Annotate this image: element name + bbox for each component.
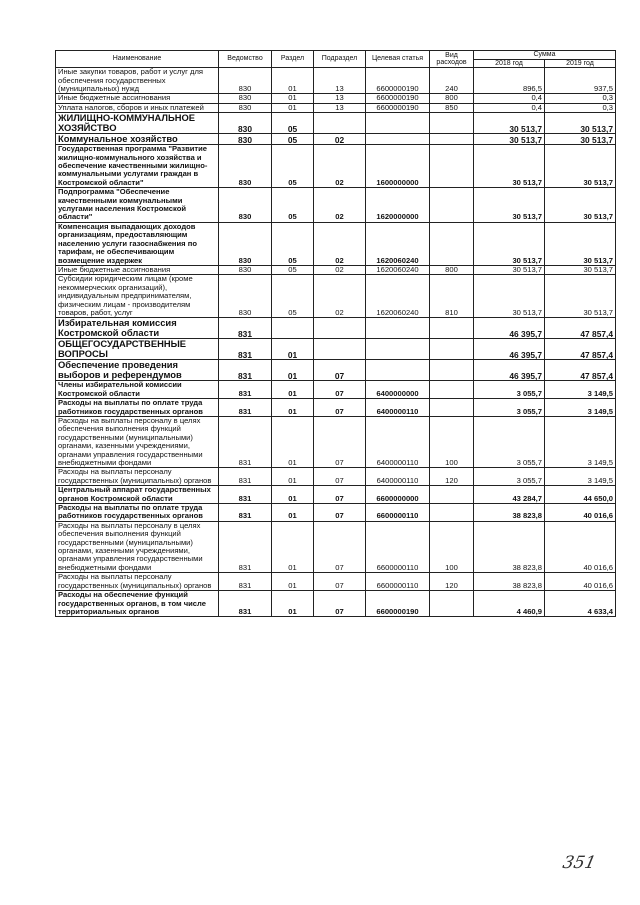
row-sum-2019: 44 650,0 bbox=[545, 486, 616, 504]
row-name: Расходы на выплаты персоналу государственных (муниципальных) органов bbox=[56, 468, 219, 486]
row-department: 830 bbox=[219, 265, 272, 274]
row-expense-type: 100 bbox=[430, 416, 474, 467]
row-department: 831 bbox=[219, 339, 272, 360]
row-department: 830 bbox=[219, 275, 272, 318]
row-department: 831 bbox=[219, 486, 272, 504]
row-section: 01 bbox=[272, 399, 314, 417]
table-row bbox=[56, 504, 616, 522]
row-sum-2018: 3 055,7 bbox=[474, 468, 545, 486]
table-row bbox=[56, 381, 616, 399]
row-target: 1620000000 bbox=[366, 188, 430, 223]
row-department: 830 bbox=[219, 68, 272, 94]
table-row bbox=[56, 573, 616, 591]
row-target: 6400000110 bbox=[366, 399, 430, 417]
row-target: 1620060240 bbox=[366, 275, 430, 318]
table-row bbox=[56, 68, 616, 94]
row-name: Субсидии юридическим лицам (кроме некоммерческих организаций), индивидуальным предпринимателям, физическим лицам - производителям товаров, работ, услуг bbox=[56, 275, 219, 318]
row-sum-2019: 30 513,7 bbox=[545, 145, 616, 188]
table-row bbox=[56, 222, 616, 265]
row-sum-2018: 3 055,7 bbox=[474, 381, 545, 399]
row-sum-2018: 30 513,7 bbox=[474, 188, 545, 223]
row-target: 6400000110 bbox=[366, 416, 430, 467]
row-department: 830 bbox=[219, 103, 272, 112]
row-sum-2018: 4 460,9 bbox=[474, 591, 545, 617]
row-section: 01 bbox=[272, 521, 314, 572]
row-subsection: 13 bbox=[314, 103, 366, 112]
row-sum-2019: 47 857,4 bbox=[545, 339, 616, 360]
row-expense-type bbox=[430, 360, 474, 381]
row-subsection: 07 bbox=[314, 591, 366, 617]
row-name: ОБЩЕГОСУДАРСТВЕННЫЕ ВОПРОСЫ bbox=[56, 339, 219, 360]
row-sum-2018: 896,5 bbox=[474, 68, 545, 94]
row-sum-2018: 0,4 bbox=[474, 94, 545, 103]
row-subsection: 07 bbox=[314, 486, 366, 504]
table-row bbox=[56, 145, 616, 188]
table-row bbox=[56, 275, 616, 318]
row-department: 831 bbox=[219, 504, 272, 522]
row-section: 05 bbox=[272, 134, 314, 145]
row-section: 05 bbox=[272, 145, 314, 188]
table-row bbox=[56, 360, 616, 381]
header-year-2018: 2018 год bbox=[474, 59, 545, 68]
table-row bbox=[56, 188, 616, 223]
row-target: 6600000110 bbox=[366, 521, 430, 572]
row-name: ЖИЛИЩНО-КОММУНАЛЬНОЕ ХОЗЯЙСТВО bbox=[56, 113, 219, 134]
row-target: 6600000190 bbox=[366, 94, 430, 103]
row-name: Расходы на обеспечение функций государственных органов, в том числе территориальных органов bbox=[56, 591, 219, 617]
row-name: Расходы на выплаты по оплате труда работников государственных органов bbox=[56, 504, 219, 522]
row-name: Иные бюджетные ассигнования bbox=[56, 94, 219, 103]
row-subsection: 13 bbox=[314, 68, 366, 94]
row-sum-2019: 47 857,4 bbox=[545, 318, 616, 339]
row-name: Расходы на выплаты по оплате труда работников государственных органов bbox=[56, 399, 219, 417]
budget-table bbox=[55, 50, 616, 617]
row-sum-2019: 4 633,4 bbox=[545, 591, 616, 617]
row-section: 01 bbox=[272, 360, 314, 381]
row-subsection: 02 bbox=[314, 222, 366, 265]
row-sum-2018: 43 284,7 bbox=[474, 486, 545, 504]
row-sum-2018: 0,4 bbox=[474, 103, 545, 112]
header-year-2019: 2019 год bbox=[545, 59, 616, 68]
row-expense-type bbox=[430, 134, 474, 145]
table-row bbox=[56, 339, 616, 360]
row-expense-type: 100 bbox=[430, 521, 474, 572]
row-target: 1620060240 bbox=[366, 265, 430, 274]
row-expense-type bbox=[430, 399, 474, 417]
row-name: Иные закупки товаров, работ и услуг для обеспечения государственных (муниципальных) нужд bbox=[56, 68, 219, 94]
row-name: Коммунальное хозяйство bbox=[56, 134, 219, 145]
row-sum-2019: 40 016,6 bbox=[545, 573, 616, 591]
row-expense-type: 800 bbox=[430, 94, 474, 103]
row-name: Центральный аппарат государственных органов Костромской области bbox=[56, 486, 219, 504]
row-department: 831 bbox=[219, 318, 272, 339]
row-subsection: 07 bbox=[314, 360, 366, 381]
row-department: 830 bbox=[219, 94, 272, 103]
row-sum-2018: 3 055,7 bbox=[474, 399, 545, 417]
row-department: 831 bbox=[219, 468, 272, 486]
row-target: 6600000000 bbox=[366, 486, 430, 504]
table-row bbox=[56, 399, 616, 417]
row-department: 830 bbox=[219, 134, 272, 145]
row-sum-2019: 3 149,5 bbox=[545, 468, 616, 486]
row-section: 05 bbox=[272, 113, 314, 134]
row-sum-2019: 47 857,4 bbox=[545, 360, 616, 381]
row-sum-2018: 46 395,7 bbox=[474, 339, 545, 360]
row-sum-2019: 30 513,7 bbox=[545, 222, 616, 265]
page-number: 351 bbox=[560, 853, 598, 873]
row-subsection: 02 bbox=[314, 134, 366, 145]
row-sum-2018: 30 513,7 bbox=[474, 222, 545, 265]
row-department: 830 bbox=[219, 145, 272, 188]
row-section: 01 bbox=[272, 339, 314, 360]
row-section: 01 bbox=[272, 573, 314, 591]
row-department: 831 bbox=[219, 381, 272, 399]
row-sum-2018: 46 395,7 bbox=[474, 360, 545, 381]
table-row bbox=[56, 486, 616, 504]
row-expense-type bbox=[430, 113, 474, 134]
table-row bbox=[56, 416, 616, 467]
row-target: 6400000110 bbox=[366, 468, 430, 486]
row-name: Избирательная комиссия Костромской области bbox=[56, 318, 219, 339]
row-sum-2019: 0,3 bbox=[545, 103, 616, 112]
table-row bbox=[56, 521, 616, 572]
row-expense-type bbox=[430, 222, 474, 265]
row-target: 6600000110 bbox=[366, 573, 430, 591]
row-sum-2018: 30 513,7 bbox=[474, 275, 545, 318]
row-department: 831 bbox=[219, 591, 272, 617]
row-expense-type: 240 bbox=[430, 68, 474, 94]
row-name: Члены избирательной комиссии Костромской области bbox=[56, 381, 219, 399]
row-section: 01 bbox=[272, 94, 314, 103]
row-section: 01 bbox=[272, 381, 314, 399]
row-subsection bbox=[314, 339, 366, 360]
row-expense-type bbox=[430, 339, 474, 360]
table-row bbox=[56, 94, 616, 103]
row-subsection: 02 bbox=[314, 265, 366, 274]
row-name: Иные бюджетные ассигнования bbox=[56, 265, 219, 274]
row-sum-2018: 38 823,8 bbox=[474, 504, 545, 522]
row-sum-2018: 38 823,8 bbox=[474, 521, 545, 572]
row-name: Компенсация выпадающих доходов организациям, предоставляющим населению услуги газоснабжения по тарифам, не обеспечивающим возмещение издержек bbox=[56, 222, 219, 265]
row-section: 05 bbox=[272, 222, 314, 265]
row-sum-2019: 30 513,7 bbox=[545, 188, 616, 223]
row-target: 6600000190 bbox=[366, 103, 430, 112]
row-sum-2018: 30 513,7 bbox=[474, 265, 545, 274]
row-subsection: 13 bbox=[314, 94, 366, 103]
header-section: Раздел bbox=[272, 51, 314, 68]
row-department: 831 bbox=[219, 573, 272, 591]
row-section: 05 bbox=[272, 275, 314, 318]
row-target: 6600000110 bbox=[366, 504, 430, 522]
row-target bbox=[366, 339, 430, 360]
row-department: 831 bbox=[219, 521, 272, 572]
row-sum-2019: 0,3 bbox=[545, 94, 616, 103]
header-expense-type: Вид расходов bbox=[430, 51, 474, 68]
row-sum-2018: 30 513,7 bbox=[474, 145, 545, 188]
row-subsection: 02 bbox=[314, 145, 366, 188]
row-sum-2018: 30 513,7 bbox=[474, 113, 545, 134]
row-target: 6600000190 bbox=[366, 68, 430, 94]
row-name: Расходы на выплаты персоналу в целях обеспечения выполнения функций государственными (муниципальными) органами, казенными учреждениями, органами управления государственными внебюджетными фондами bbox=[56, 416, 219, 467]
row-target: 6400000000 bbox=[366, 381, 430, 399]
row-sum-2019: 30 513,7 bbox=[545, 134, 616, 145]
row-subsection: 02 bbox=[314, 188, 366, 223]
row-sum-2019: 3 149,5 bbox=[545, 416, 616, 467]
row-name: Расходы на выплаты персоналу в целях обеспечения выполнения функций государственными (муниципальными) органами, казенными учреждениями, органами управления государственными внебюджетными фондами bbox=[56, 521, 219, 572]
row-section: 01 bbox=[272, 416, 314, 467]
row-sum-2019: 3 149,5 bbox=[545, 399, 616, 417]
row-section: 01 bbox=[272, 591, 314, 617]
table-row bbox=[56, 134, 616, 145]
row-section: 01 bbox=[272, 468, 314, 486]
row-department: 830 bbox=[219, 188, 272, 223]
row-target: 6600000190 bbox=[366, 591, 430, 617]
row-section bbox=[272, 318, 314, 339]
header-row bbox=[56, 51, 616, 60]
row-sum-2019: 937,5 bbox=[545, 68, 616, 94]
row-section: 01 bbox=[272, 486, 314, 504]
row-section: 05 bbox=[272, 188, 314, 223]
row-expense-type: 120 bbox=[430, 573, 474, 591]
row-sum-2019: 30 513,7 bbox=[545, 265, 616, 274]
row-subsection: 07 bbox=[314, 381, 366, 399]
header-target: Целевая статья bbox=[366, 51, 430, 68]
row-subsection: 07 bbox=[314, 416, 366, 467]
row-expense-type bbox=[430, 486, 474, 504]
row-name: Обеспечение проведения выборов и референдумов bbox=[56, 360, 219, 381]
row-subsection: 07 bbox=[314, 573, 366, 591]
row-section: 01 bbox=[272, 103, 314, 112]
row-sum-2018: 38 823,8 bbox=[474, 573, 545, 591]
row-sum-2019: 40 016,6 bbox=[545, 521, 616, 572]
row-name: Расходы на выплаты персоналу государственных (муниципальных) органов bbox=[56, 573, 219, 591]
row-name: Подпрограмма "Обеспечение качественными коммунальными услугами населения Костромской области" bbox=[56, 188, 219, 223]
row-expense-type bbox=[430, 318, 474, 339]
row-sum-2018: 46 395,7 bbox=[474, 318, 545, 339]
row-target: 1620060240 bbox=[366, 222, 430, 265]
row-expense-type bbox=[430, 188, 474, 223]
row-subsection bbox=[314, 318, 366, 339]
header-sum: Сумма bbox=[474, 51, 616, 60]
row-target bbox=[366, 134, 430, 145]
row-subsection bbox=[314, 113, 366, 134]
header-department: Ведомство bbox=[219, 51, 272, 68]
row-subsection: 07 bbox=[314, 521, 366, 572]
row-department: 831 bbox=[219, 416, 272, 467]
table-row bbox=[56, 113, 616, 134]
row-sum-2018: 30 513,7 bbox=[474, 134, 545, 145]
row-department: 830 bbox=[219, 113, 272, 134]
row-expense-type bbox=[430, 504, 474, 522]
row-subsection: 07 bbox=[314, 504, 366, 522]
row-target: 1600000000 bbox=[366, 145, 430, 188]
row-section: 01 bbox=[272, 68, 314, 94]
row-department: 831 bbox=[219, 399, 272, 417]
table-body bbox=[56, 68, 616, 617]
row-subsection: 02 bbox=[314, 275, 366, 318]
row-subsection: 07 bbox=[314, 399, 366, 417]
row-expense-type: 120 bbox=[430, 468, 474, 486]
row-sum-2019: 30 513,7 bbox=[545, 113, 616, 134]
row-expense-type: 810 bbox=[430, 275, 474, 318]
row-target bbox=[366, 318, 430, 339]
row-name: Уплата налогов, сборов и иных платежей bbox=[56, 103, 219, 112]
row-sum-2019: 3 149,5 bbox=[545, 381, 616, 399]
table-row bbox=[56, 318, 616, 339]
table-row bbox=[56, 591, 616, 617]
row-section: 01 bbox=[272, 504, 314, 522]
row-expense-type bbox=[430, 145, 474, 188]
row-expense-type bbox=[430, 381, 474, 399]
row-target bbox=[366, 360, 430, 381]
header-subsection: Подраздел bbox=[314, 51, 366, 68]
table-row bbox=[56, 468, 616, 486]
row-name: Государственная программа "Развитие жилищно-коммунального хозяйства и обеспечение качественными жилищно-коммунальными услугами граждан в Костромской области" bbox=[56, 145, 219, 188]
row-expense-type: 800 bbox=[430, 265, 474, 274]
row-sum-2019: 40 016,6 bbox=[545, 504, 616, 522]
row-target bbox=[366, 113, 430, 134]
row-department: 830 bbox=[219, 222, 272, 265]
header-name: Наименование bbox=[56, 51, 219, 68]
row-expense-type: 850 bbox=[430, 103, 474, 112]
row-sum-2018: 3 055,7 bbox=[474, 416, 545, 467]
row-expense-type bbox=[430, 591, 474, 617]
row-department: 831 bbox=[219, 360, 272, 381]
row-section: 05 bbox=[272, 265, 314, 274]
row-subsection: 07 bbox=[314, 468, 366, 486]
row-sum-2019: 30 513,7 bbox=[545, 275, 616, 318]
